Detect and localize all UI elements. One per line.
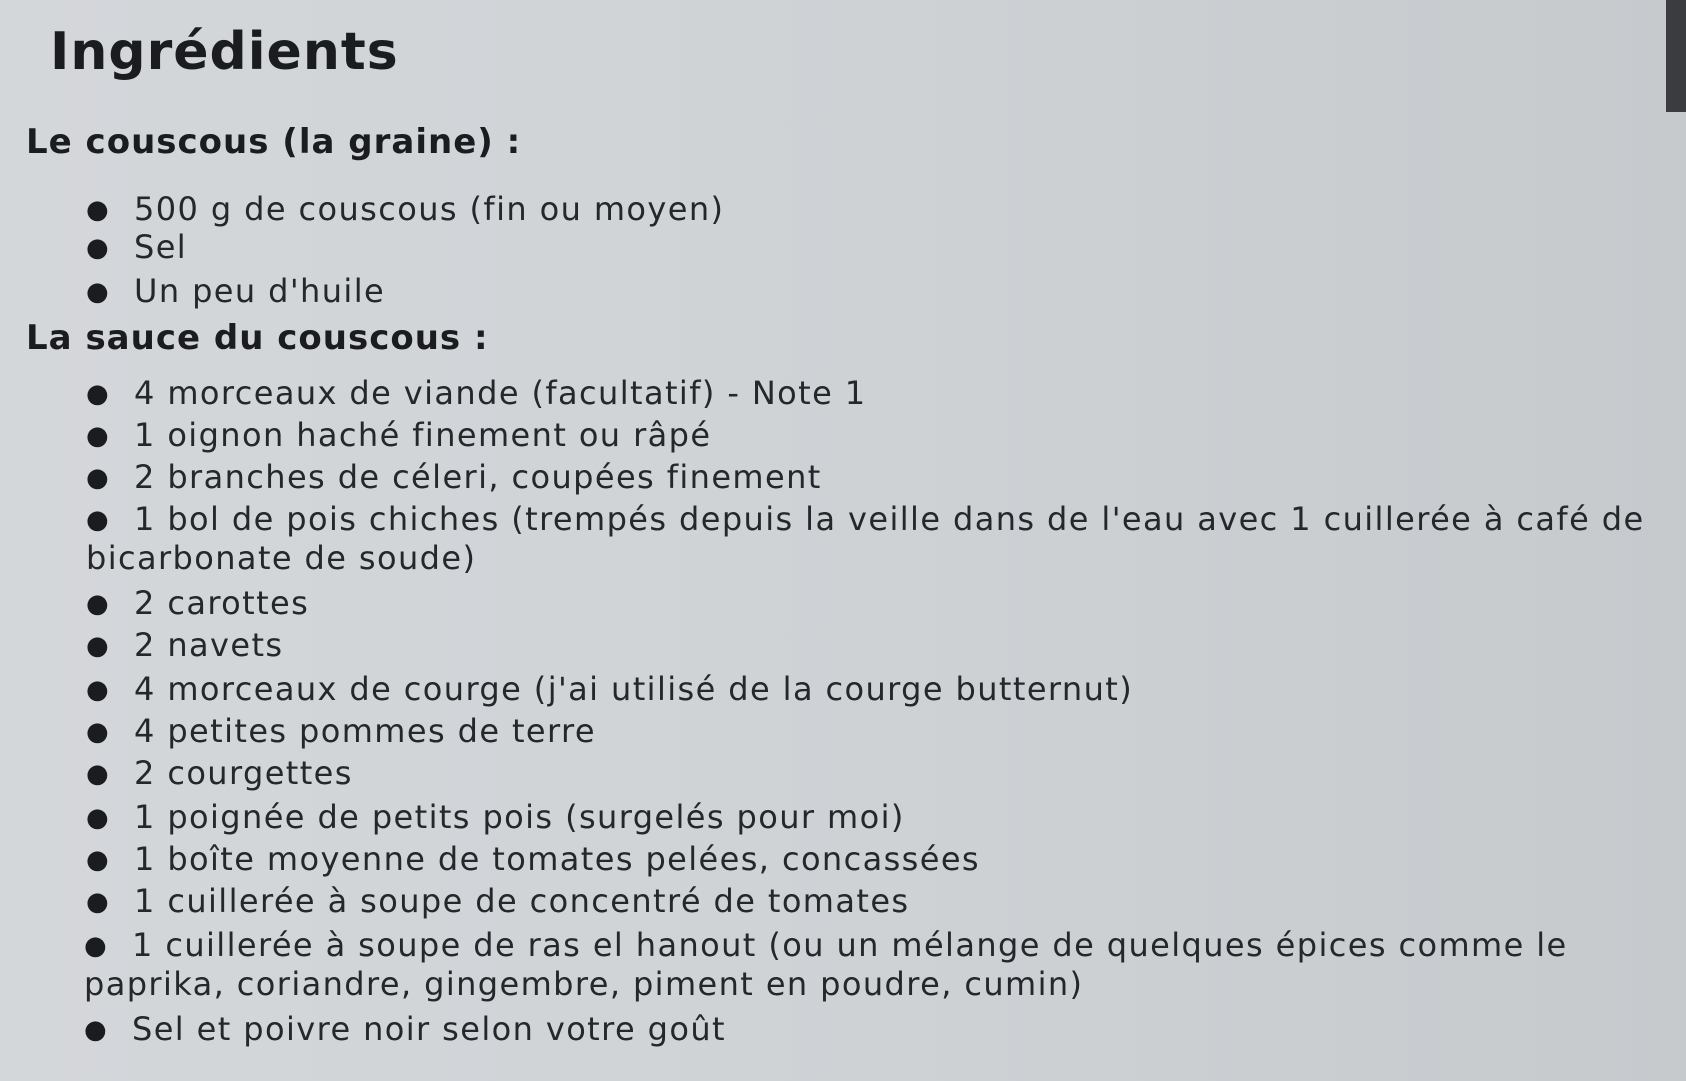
list-item: ● 1 cuillerée à soupe de concentré de tomates <box>86 882 910 920</box>
bullet-icon: ● <box>86 887 111 917</box>
bullet-icon: ● <box>84 931 109 961</box>
bullet-icon: ● <box>86 675 111 705</box>
list-item: ● 2 branches de céleri, coupées finement <box>86 458 822 496</box>
list-item: ● 1 oignon haché finement ou râpé <box>86 416 712 454</box>
list-item: ● 2 navets <box>86 626 284 664</box>
bullet-icon: ● <box>86 233 111 263</box>
list-item: ● 1 poignée de petits pois (surgelés pour moi) <box>86 798 905 836</box>
scrollbar-thumb[interactable] <box>1666 0 1686 112</box>
list-item: ● 4 morceaux de courge (j'ai utilisé de la courge butternut) <box>86 670 1134 708</box>
list-item: ● 1 bol de pois chiches (trempés depuis la veille dans de l'eau avec 1 cuillerée à café de bicarbonate de soude) <box>86 500 1645 577</box>
bullet-icon: ● <box>86 717 111 747</box>
bullet-icon: ● <box>86 463 111 493</box>
list-item: ● Un peu d'huile <box>86 272 386 310</box>
bullet-icon: ● <box>86 759 111 789</box>
bullet-icon: ● <box>86 277 111 307</box>
list-item: ● Sel et poivre noir selon votre goût <box>84 1010 726 1048</box>
list-item: ● 4 petites pommes de terre <box>86 712 596 750</box>
list-item: ● 1 cuillerée à soupe de ras el hanout (ou un mélange de quelques épices comme le paprika, coriandre, gingembre, piment en poudre, cumin) <box>84 926 1568 1003</box>
list-item: ● 2 carottes <box>86 584 310 622</box>
bullet-icon: ● <box>86 631 111 661</box>
bullet-icon: ● <box>86 803 111 833</box>
list-item: ● 500 g de couscous (fin ou moyen) <box>86 190 725 228</box>
bullet-icon: ● <box>86 589 111 619</box>
bullet-icon: ● <box>86 505 111 535</box>
bullet-icon: ● <box>86 421 111 451</box>
section-title-couscous: Le couscous (la graine) : <box>26 122 522 162</box>
list-item: ● Sel <box>86 228 188 266</box>
bullet-icon: ● <box>86 845 111 875</box>
bullet-icon: ● <box>84 1015 109 1045</box>
list-item: ● 4 morceaux de viande (facultatif) - Note 1 <box>86 374 867 412</box>
page-title: Ingrédients <box>50 22 399 82</box>
list-item: ● 2 courgettes <box>86 754 353 792</box>
bullet-icon: ● <box>86 195 111 225</box>
section-title-sauce: La sauce du couscous : <box>26 318 489 358</box>
list-item: ● 1 boîte moyenne de tomates pelées, concassées <box>86 840 980 878</box>
bullet-icon: ● <box>86 379 111 409</box>
